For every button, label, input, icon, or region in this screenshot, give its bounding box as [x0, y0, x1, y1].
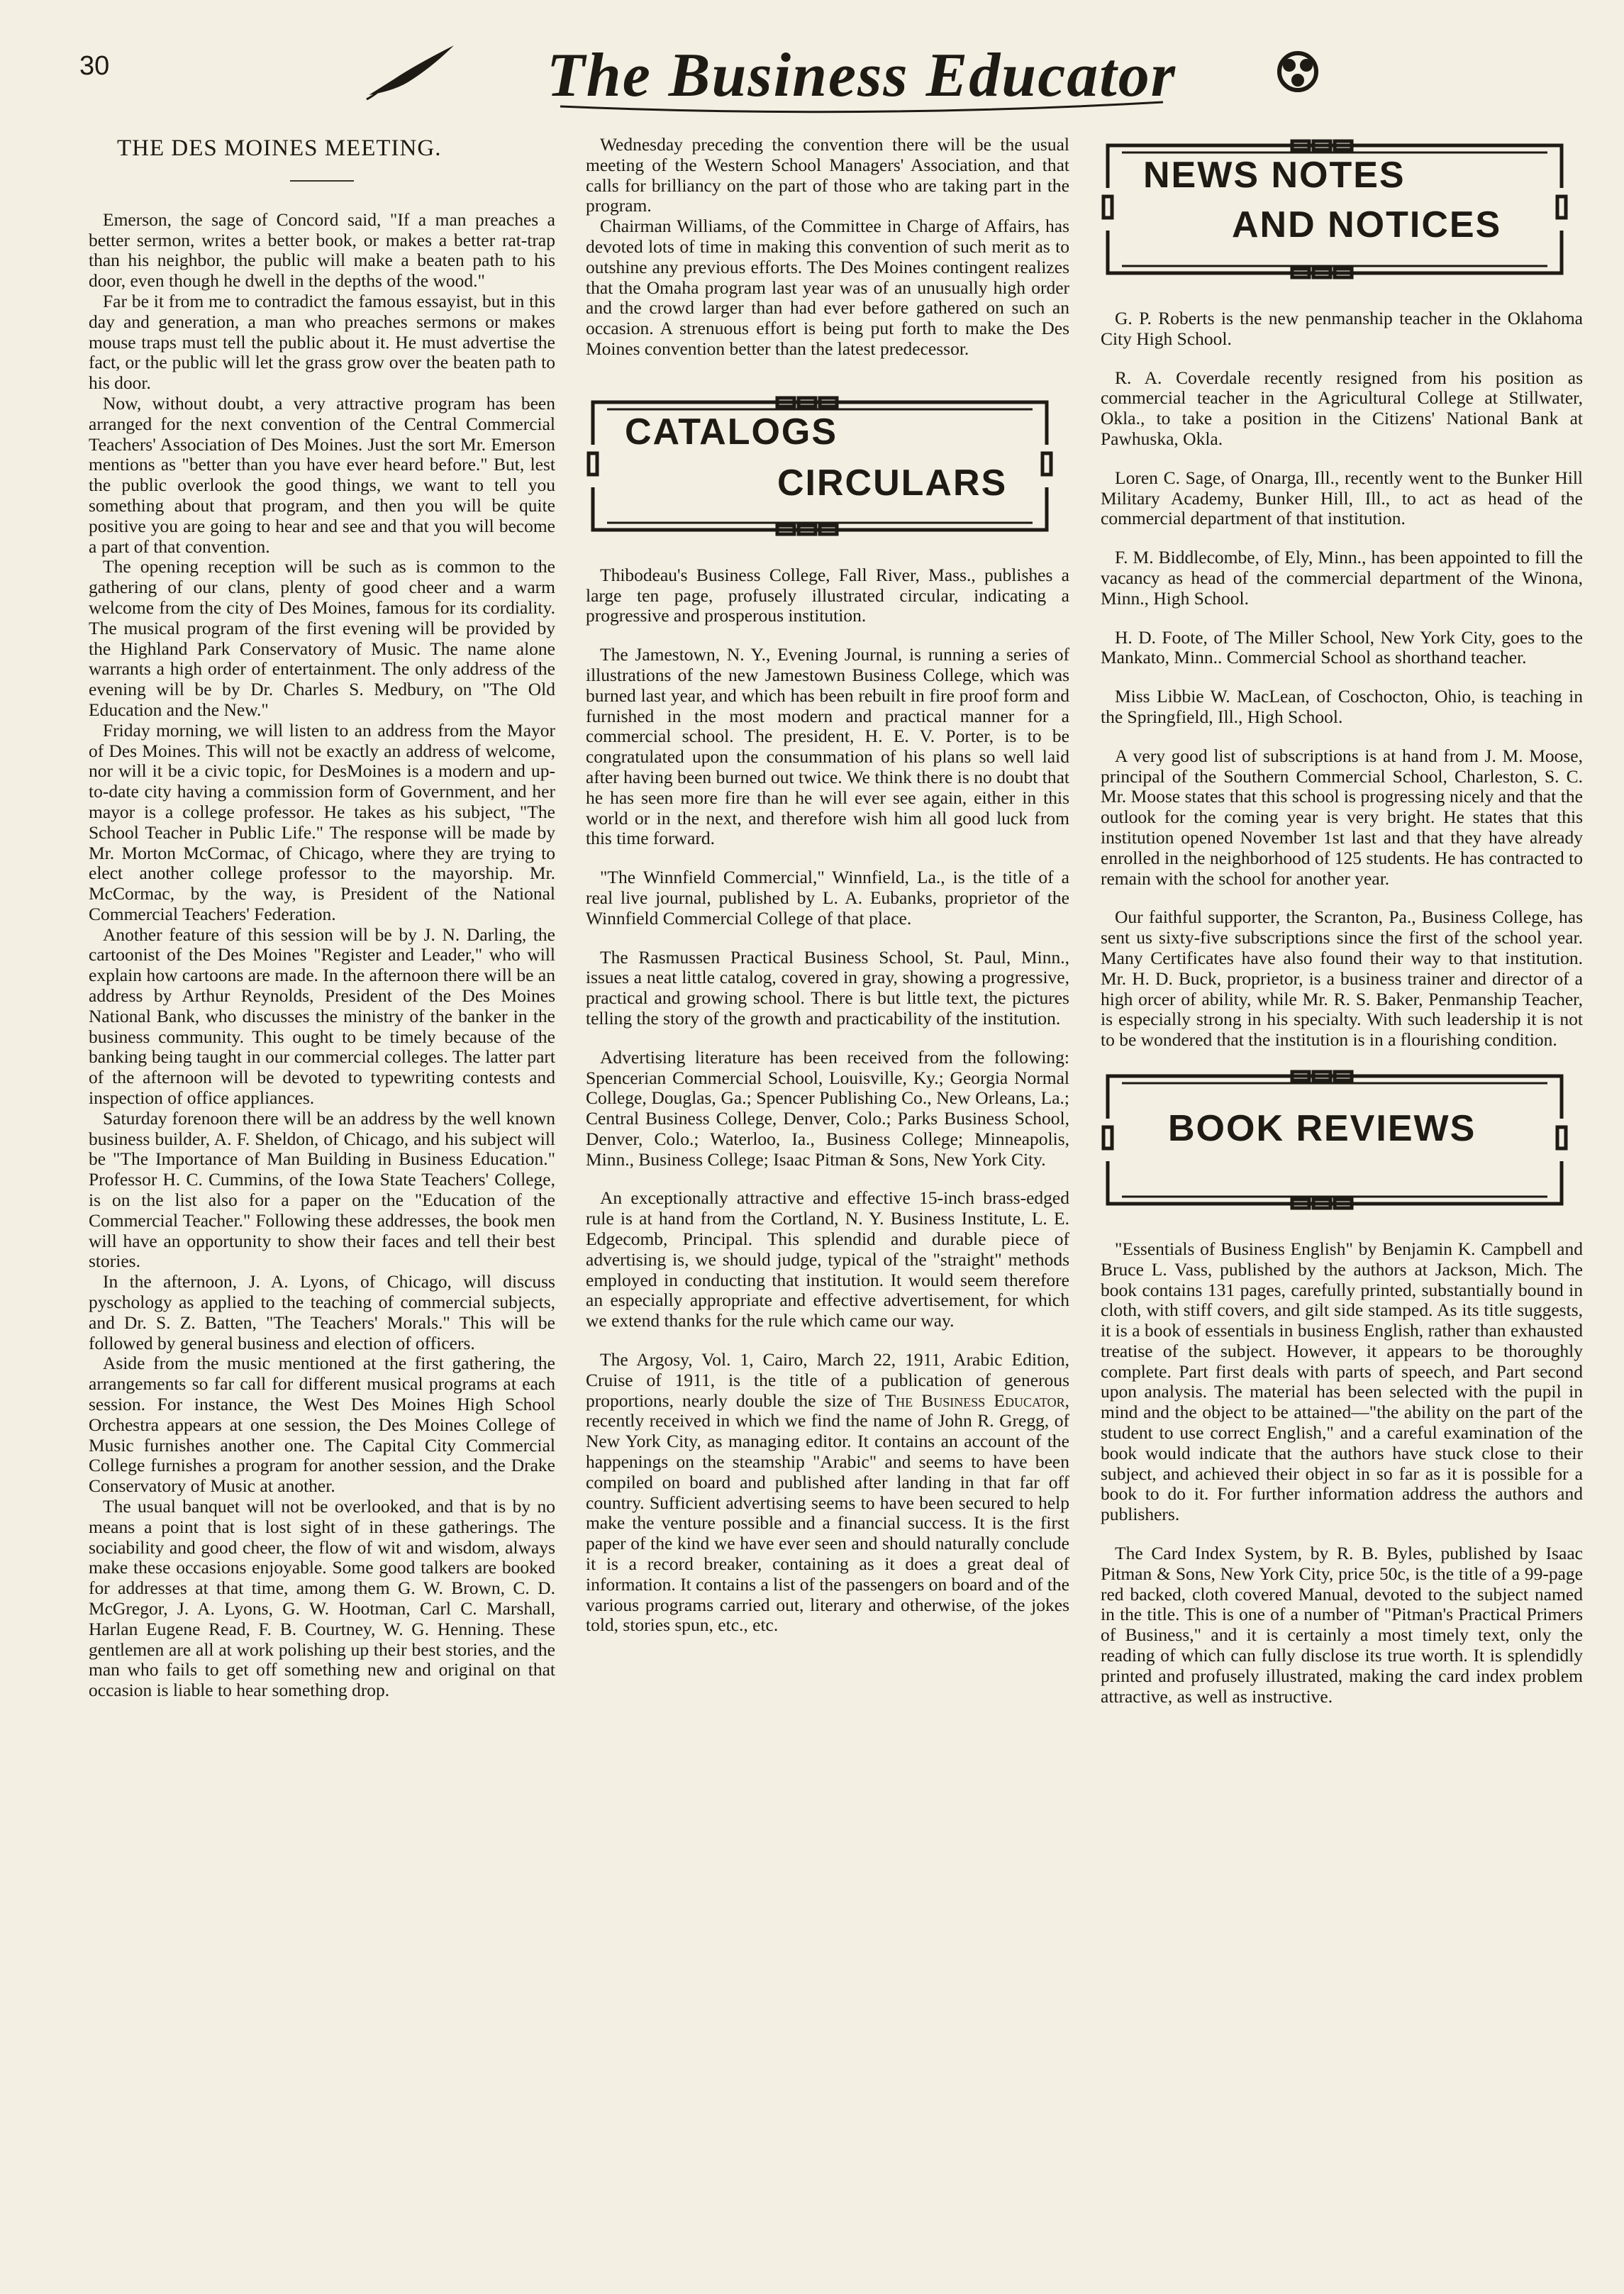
masthead-logo-text: The Business Educator [547, 41, 1177, 110]
paragraph: An exceptionally attractive and effective 15-inch brass-edged rule is at hand from the Cortland, N. Y. Business Institute, L. E. Edgecomb, Principal. This splendid and durable piece of advertising is, we should judge, typical of the "straight" methods employed in conducting that institution. It would seem therefore an especially appropriate and effective advertisement, for which we extend thanks for the rule which came our way. [586, 1187, 1069, 1331]
paragraph: Our faithful supporter, the Scranton, Pa., Business College, has sent us sixty-five subscriptions since the first of the school year. Many Certificates have also found their way to that institution. Mr. H. D. Buck, proprietor, is a business trainer and director of a high orcer of ability, while Mr. R. S. Baker, Penmanship Teacher, is especially strong in his specialty. With such leadership it is not to be wondered that the institution is in a flourishing condition. [1101, 907, 1583, 1051]
heading-line-catalogs: CATALOGS [625, 411, 838, 453]
paragraph: Advertising literature has been received from the following: Spencerian Commercial School, Louisville, Ky.; Georgia Normal College, Douglas, Ga.; Spencer Publishing Co., New Orleans, La.; Central Business College, Denver, Colo.; Parks Business School, Denver, Colo.; Waterloo, Ia., Business College; Minneapolis, Minn., Business College; Isaac Pitman & Sons, New York City. [586, 1046, 1069, 1170]
paragraph: Loren C. Sage, of Onarga, Ill., recently went to the Bunker Hill Military Academy, Bunker Hill, Ill., to act as head of the commercial department of that institution. [1101, 467, 1583, 529]
paragraph: Friday morning, we will listen to an address from the Mayor of Des Moines. This will not be exactly an address of welcome, nor will it be a civic topic, for DesMoines is a modern and up-to-date city having a commission form of Government, and her mayor is a college professor. He takes as his subject, "The School Teacher in Public Life." The response will be made by Mr. Morton McCormac, of Chicago, where they are trying to elect another college professor to the mayorship. Mr. McCormac, by the way, is President of the National Commercial Teachers' Federation. [89, 719, 555, 924]
paragraph: "The Winnfield Commercial," Winnfield, La., is the title of a real live journal, published by L. A. Eubanks, proprietor of the Winnfield Commercial College of that place. [586, 867, 1069, 929]
paragraph: F. M. Biddlecombe, of Ely, Minn., has been appointed to fill the vacancy as head of the commercial department of the Winona, Minn., High School. [1101, 547, 1583, 609]
quill-pen-icon [365, 38, 457, 102]
paragraph: Wednesday preceding the convention there will be the usual meeting of the Western School Managers' Association, and that calls for brilliancy on the part of those who are taking part in the program. [586, 134, 1069, 216]
paragraph-argosy [586, 1350, 1069, 1636]
paragraph: Thibodeau's Business College, Fall River, Mass., publishes a large ten page, profusely illustrated circular, indicating a progressive and prosperous institution. [586, 564, 1069, 626]
paragraph: The Jamestown, N. Y., Evening Journal, is running a series of illustrations of the new Jamestown Business College, which was burned last year, and which has been rebuilt in fire proof form and furnished in the most modern and practical manner for a commercial school. The president, H. E. V. Porter, is to be congratulated upon the consummation of his plans so well laid after having been burned out twice. We think there is no doubt that he has seen more fire than he will ever see again, either in this world or in the next, and therefore wish him all good luck from this time forward. [586, 644, 1069, 849]
catalogs-circulars-heading [586, 395, 1054, 537]
paragraph: Far be it from me to contradict the famous essayist, but in this day and generation, a man who preaches sermons or makes mouse traps must tell the public about it. He must advertise the fact, or the public will let the grass grow over the beaten path to his door. [89, 290, 555, 394]
paragraph: Another feature of this session will be by J. N. Darling, the cartoonist of the Des Moines "Register and Leader," who will explain how cartoons are made. In the afternoon there will be an address by Arthur Reynolds, President of the Des Moines National Bank, who discusses the ministry of the banker in the business community. This ought to be timely because of the banking being taught in our commercial colleges. The latter part of the afternoon will be devoted to typewriting contests and inspection of office appliances. [89, 924, 555, 1109]
magazine-name: The Business Educator [884, 1390, 1065, 1411]
column-catalogs-circulars [586, 135, 1069, 1654]
column-des-moines-meeting [89, 135, 555, 1701]
paragraph: The opening reception will be such as is common to the gathering of our clans, plenty of good cheer and a warm welcome from the city of Des Moines, famous for its cordiality. The musical program of the first evening will be provided by the Highland Park Conservatory of Music. The name alone warrants a high order of entertainment. The only address of the evening will be by Dr. Charles S. Medbury, on "The Old Education and the New." [89, 556, 555, 720]
paragraph: Saturday forenoon there will be an address by the well known business builder, A. F. Sheldon, of Chicago, and his subject will be "The Importance of Man Building in Business Education." Professor H. C. Cummins, of the Iowa State Teachers' College, is on the list also for a paper on the "Education of the Commercial Teacher." Following these addresses, the book men will have an opportunity to show their faces and tell their best stories. [89, 1107, 555, 1272]
page-number: 30 [79, 51, 110, 81]
paragraph: Miss Libbie W. MacLean, of Coschocton, Ohio, is teaching in the Springfield, Ill., High School. [1101, 686, 1583, 727]
paragraph: The Rasmussen Practical Business School, St. Paul, Minn., issues a neat little catalog, covered in gray, showing a progressive, practical and growing school. There is but little text, the pictures telling the story of the growth and practicability of the institution. [586, 946, 1069, 1029]
text-run: The Argosy, Vol. 1, Cairo, March 22, 1911, Arabic Edition, Cruise of 1911, is the title of a publication of generous proportions, nearly double the size of [586, 1349, 1069, 1411]
article-title: THE DES MOINES MEETING. [117, 135, 442, 161]
masthead [0, 0, 1624, 128]
masthead-logo [539, 28, 1184, 121]
paragraph: "Essentials of Business English" by Benjamin K. Campbell and Bruce L. Vass, published by the authors at Jackson, Mich. The book contains 131 pages, carefully printed, substantially bound in cloth, with stiff covers, and gilt side stamped. As its title suggests, it is a book of essentials in business English, rather than exhausted treatise of the subject. However, it appears to be thoroughly complete. Part first deals with parts of speech, and Part second upon analysis. The material has been selected with the pupil in mind and the object to be attained—"the ability on the part of the student to use correct English," and a careful examination of the book would indicate that the authors have stuck close to their subject, and achieved their object in so far as it is possible for a book to do it. For further information address the authors and publishers. [1101, 1238, 1583, 1525]
paragraph: In the afternoon, J. A. Lyons, of Chicago, will discuss pyschology as applied to the teaching of commercial subjects, and Dr. S. Z. Batten, "The Teachers' Morals." This will be followed by general business and election of officers. [89, 1271, 555, 1353]
paragraph: A very good list of subscriptions is at hand from J. M. Moose, principal of the Southern Commercial School, Charleston, S. C. Mr. Moose states that this school is progressing nicely and that the outlook for the coming year is very bright. He states that this institution opened November 1st last and that they have already enrolled in the neighborhood of 125 students. He has contracted to remain with the school for another year. [1101, 745, 1583, 889]
paragraph: G. P. Roberts is the new penmanship teacher in the Oklahoma City High School. [1101, 308, 1583, 349]
paragraph: H. D. Foote, of The Miller School, New York City, goes to the Mankato, Minn.. Commercial School as shorthand teacher. [1101, 626, 1583, 668]
paragraph: Now, without doubt, a very attractive program has been arranged for the next convention of the Central Commercial Teachers' Association of Des Moines. Just the sort Mr. Emerson mentions as "better than you have ever heard before." But, lest the public overlook the good things, we want to tell you something about that program, and then you will be quite positive you are going to hear and see and that you will become a part of that convention. [89, 392, 555, 557]
book-reviews-heading [1101, 1069, 1569, 1211]
heading-line-circulars: CIRCULARS [777, 462, 1008, 504]
paragraph: Chairman Williams, of the Committee in Charge of Affairs, has devoted lots of time in making this convention of such merit as to outshine any previous efforts. The Des Moines contingent realizes that the Omaha program last year was of an unusually high order and the crowd larger than had ever before gathered on such an occasion. A strenuous effort is being put forth to make the Des Moines convention better than the latest predecessor. [586, 216, 1069, 359]
paragraph: Emerson, the sage of Concord said, "If a man preaches a better sermon, writes a better book, or makes a better rat-trap than his neighbor, the public will make a beaten path to his door, even though he dwell in the depths of the wood." [89, 209, 555, 292]
column-news-and-reviews [1101, 138, 1583, 1725]
heading-line-news-notes: NEWS NOTES [1143, 155, 1406, 196]
heading-line-and-notices: AND NOTICES [1232, 204, 1502, 245]
news-notes-heading [1101, 138, 1569, 280]
emblem-icon [1269, 47, 1326, 96]
paragraph: The Card Index System, by R. B. Byles, published by Isaac Pitman & Sons, New York City, price 50c, is the title of a 99-page red backed, cloth covered Manual, devoted to the subject named in the title. This is one of a number of "Pitman's Practical Primers of Business," and it is certainly a most timely text, only the reading of which can fully disclose its true worth. It is splendidly printed and profusely illustrated, making the card index problem attractive, as well as instructive. [1101, 1543, 1583, 1707]
paragraph: R. A. Coverdale recently resigned from his position as commercial teacher in the Agricultural College at Stillwater, Okla., to take a position in the Citizens' National Bank at Pawhuska, Okla. [1101, 367, 1583, 449]
title-rule [290, 180, 354, 182]
paragraph: The usual banquet will not be overlooked, and that is by no means a point that is lost sight of in these gatherings. The sociability and good cheer, the flow of wit and wisdom, always make these occasions enjoyable. Some good talkers are booked for addresses at that time, among them G. W. Brown, C. D. McGregor, J. A. Lyons, G. W. Hootman, Carl C. Marshall, Harlan Eugene Read, F. B. Courtney, W. G. Henning. These gentlemen are all at work polishing up their best stories, and the man who fails to get off something new and original on that occasion is liable to hear something drop. [89, 1496, 555, 1701]
heading-line-book-reviews: BOOK REVIEWS [1168, 1107, 1476, 1149]
text-run: , recently received in which we find the name of John R. Gregg, of New York City, as managing editor. It contains an account of the happenings on the steamship "Arabic" and seems to have been compiled on board and published after landing in that far off country. Sufficient advertising seems to have been secured to help make the venture possible and a financial success. It is the first paper of the kind we have ever seen and should naturally conclude it is a record breaker, containing as it does a great deal of information. It contains a list of the passengers on board and of the various programs carried out, literary and otherwise, of the jokes told, stories spun, etc., etc. [586, 1390, 1070, 1636]
paragraph: Aside from the music mentioned at the first gathering, the arrangements so far call for different musical programs at each session. For instance, the West Des Moines High School Orchestra appears at one session, the Des Moines College of Music furnishes another one. The Capital City Commercial College furnishes a program for another session, and the Drake Conservatory of Music at another. [89, 1353, 555, 1497]
